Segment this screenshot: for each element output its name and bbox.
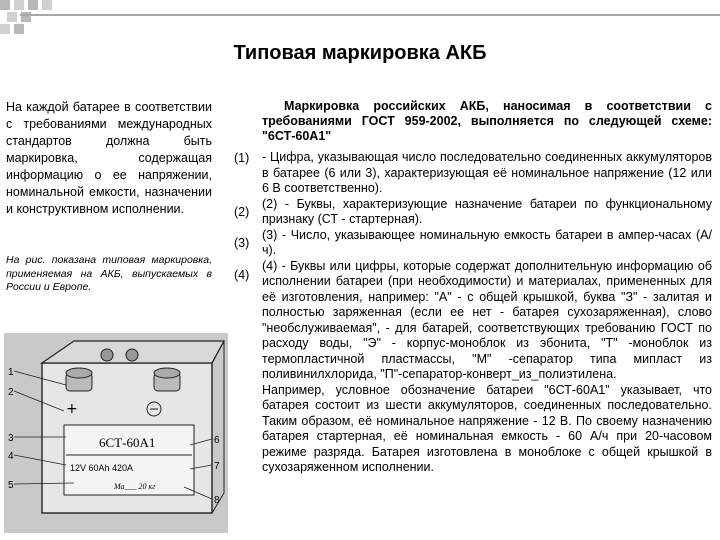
marking-description bbox=[262, 150, 712, 476]
item-2-text: (2) - Буквы, характеризующие назначение батареи по функциональному признаку (СТ - стартерная). bbox=[262, 196, 712, 226]
item-3-text: (3) - Число, указывающее номинальную емкость батареи в ампер-часах (А/ч). bbox=[262, 227, 712, 257]
callout-1: 1 bbox=[8, 367, 14, 378]
figure-note: На рис. показана типовая маркировка, применяемая на АКБ, выпускаемых в России и Европе. bbox=[6, 254, 212, 293]
callout-8: 8 bbox=[214, 495, 220, 506]
svg-text:+: + bbox=[66, 401, 78, 417]
item-4-text: (4) - Буквы или цифры, которые содержат дополнительную информацию об исполнении батареи (при необходимости) и материалах, примененных для её изготовления, например: "А" - с общей крышкой, буква "З" - залитая и полностью заряженная (если ее нет - батарея сухозаряженная), слово "необслуживаемая", - для батарей, соответствующих требованию ГОСТ по расходу воды, "Э" - корпус-моноблок из эбонита, "Т" -моноблок из термопластичной пластмассы, "М" -сепаратор типа мипласт из поливинилхлорида, "П"-сепаратор-конверт_из_полиэтилена. bbox=[262, 258, 712, 381]
plate-model: 6СТ-60А1 bbox=[99, 435, 156, 450]
intro-paragraph: На каждой батарее в соответствии с требованиями международных стандартов должна быть маркировка, содержащая информацию о ее напряжении, номинальной емкости, назначении и конструктивном исполнении. bbox=[6, 100, 212, 216]
page-title: Типовая маркировка АКБ bbox=[233, 42, 487, 64]
item-number-3: (3) bbox=[234, 236, 250, 250]
item-number-4: (4) bbox=[234, 268, 250, 282]
callout-3: 3 bbox=[8, 433, 14, 444]
corner-decoration bbox=[0, 0, 60, 36]
battery-illustration bbox=[4, 333, 228, 533]
header-rule bbox=[20, 14, 720, 16]
item-number-2: (2) bbox=[234, 205, 250, 219]
plate-mass: Ма___ 20 кг bbox=[114, 482, 156, 491]
marking-intro: Маркировка российских АКБ, наносимая в соответствии с требованиями ГОСТ 959-2002, выполняется по следующей схеме: "6СТ-60А1" bbox=[262, 99, 712, 143]
callout-2: 2 bbox=[8, 387, 14, 398]
callout-6: 6 bbox=[214, 435, 220, 446]
item-1-text: - Цифра, указывающая число последовательно соединенных аккумуляторов в батарее (6 или 3), характеризующая её номинальное напряжение (12 или 6 В соответственно). bbox=[262, 150, 712, 195]
callout-7: 7 bbox=[214, 461, 220, 472]
item-number-1: (1) bbox=[234, 151, 250, 165]
example-paragraph: Например, условное обозначение батареи "6СТ-60А1" указывает, что батарея состоит из шести аккумуляторов, соединенных последовательно. Таким образом, её номинальное напряжение - 12 В. По своему назначению батарея стартерная, её номинальная емкость - 60 А/ч при 20-часовом режиме разряда. Батарея изготовлена в моноблоке с общей крышкой в сухозаряженном исполнении. bbox=[262, 382, 712, 474]
callout-4: 4 bbox=[8, 451, 14, 462]
plate-specs: 12V 60Ah 420A bbox=[70, 463, 134, 473]
callout-5: 5 bbox=[8, 480, 14, 491]
